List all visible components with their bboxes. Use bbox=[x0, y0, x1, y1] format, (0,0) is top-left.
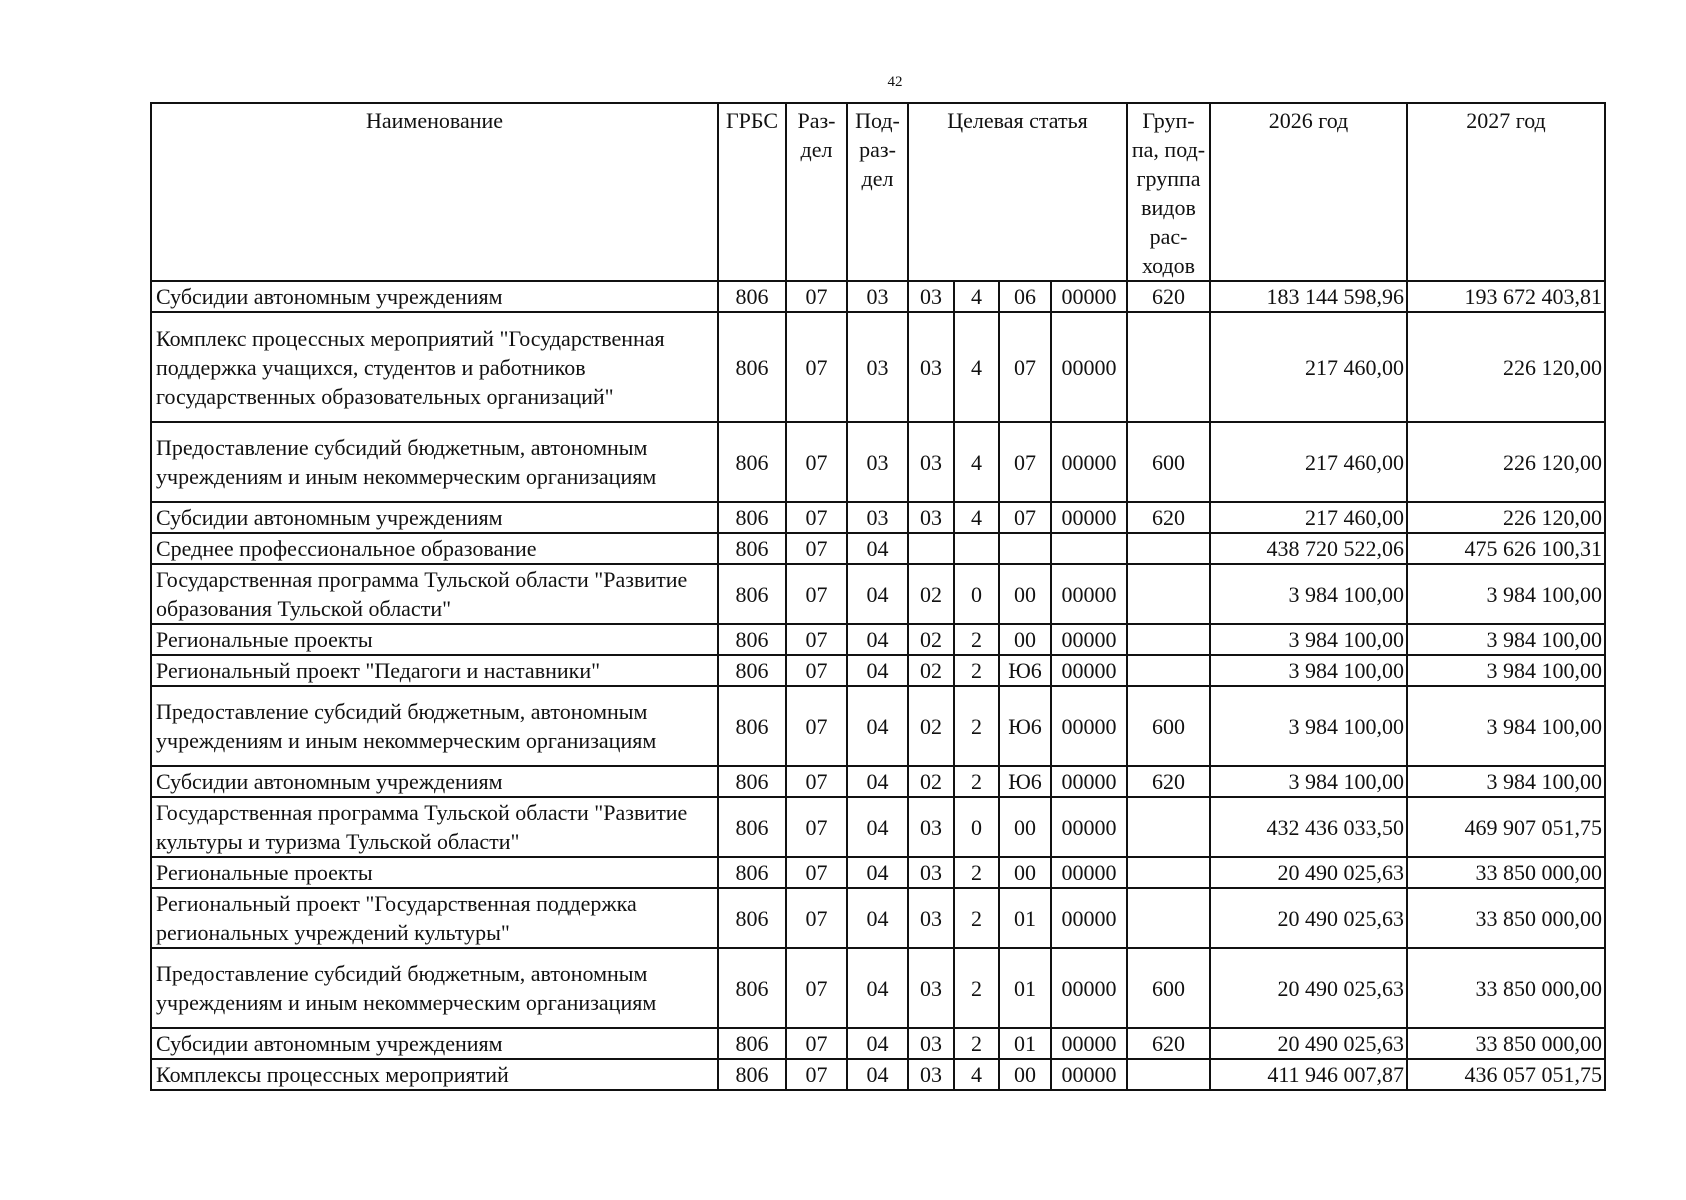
target-direction-cell: 00000 bbox=[1051, 502, 1127, 533]
target-type-cell: 0 bbox=[954, 797, 999, 857]
target-project-cell: 00 bbox=[999, 857, 1051, 888]
target-project-cell: 00 bbox=[999, 564, 1051, 624]
podrazdel-cell: 03 bbox=[847, 422, 908, 502]
row-name: Субсидии автономным учреждениям bbox=[151, 281, 718, 312]
header-podrazdel-line: дел bbox=[861, 166, 894, 191]
table-row bbox=[151, 281, 1605, 312]
razdel-cell: 07 bbox=[786, 766, 847, 797]
razdel-cell: 07 bbox=[786, 564, 847, 624]
row-name: Предоставление субсидий бюджетным, автономным учреждениям и иным некоммерческим организациям bbox=[151, 686, 718, 766]
table-row bbox=[151, 502, 1605, 533]
target-direction-cell: 00000 bbox=[1051, 655, 1127, 686]
header-razdel-line: Раз- bbox=[797, 108, 836, 133]
target-direction-cell: 00000 bbox=[1051, 797, 1127, 857]
podrazdel-cell: 04 bbox=[847, 797, 908, 857]
amount-2027-cell: 3 984 100,00 bbox=[1407, 564, 1605, 624]
header-group-line: рас- bbox=[1149, 224, 1188, 249]
header-podrazdel-line: Под- bbox=[855, 108, 900, 133]
table-row bbox=[151, 686, 1605, 766]
target-project-cell: 07 bbox=[999, 422, 1051, 502]
razdel-cell: 07 bbox=[786, 502, 847, 533]
target-direction-cell: 00000 bbox=[1051, 857, 1127, 888]
grbs-cell: 806 bbox=[718, 686, 786, 766]
amount-2026-cell: 20 490 025,63 bbox=[1210, 888, 1407, 948]
amount-2026-cell: 432 436 033,50 bbox=[1210, 797, 1407, 857]
amount-2027-cell: 3 984 100,00 bbox=[1407, 624, 1605, 655]
amount-2026-cell: 217 460,00 bbox=[1210, 422, 1407, 502]
target-type-cell: 4 bbox=[954, 312, 999, 422]
amount-2027-cell: 226 120,00 bbox=[1407, 502, 1605, 533]
amount-2026-cell: 20 490 025,63 bbox=[1210, 1028, 1407, 1059]
table-row bbox=[151, 1028, 1605, 1059]
amount-2027-cell: 33 850 000,00 bbox=[1407, 888, 1605, 948]
grbs-cell: 806 bbox=[718, 888, 786, 948]
amount-2026-cell: 217 460,00 bbox=[1210, 312, 1407, 422]
target-program-cell: 02 bbox=[908, 766, 954, 797]
grbs-cell: 806 bbox=[718, 797, 786, 857]
podrazdel-cell: 03 bbox=[847, 281, 908, 312]
target-type-cell: 2 bbox=[954, 1028, 999, 1059]
target-project-cell: Ю6 bbox=[999, 766, 1051, 797]
podrazdel-cell: 04 bbox=[847, 624, 908, 655]
amount-2026-cell: 438 720 522,06 bbox=[1210, 533, 1407, 564]
podrazdel-cell: 04 bbox=[847, 888, 908, 948]
row-name: Государственная программа Тульской области "Развитие культуры и туризма Тульской области" bbox=[151, 797, 718, 857]
header-grbs: ГРБС bbox=[718, 103, 786, 281]
grbs-cell: 806 bbox=[718, 1028, 786, 1059]
target-direction-cell: 00000 bbox=[1051, 564, 1127, 624]
header-name: Наименование bbox=[151, 103, 718, 281]
target-program-cell: 03 bbox=[908, 502, 954, 533]
expense-group-cell bbox=[1127, 888, 1210, 948]
podrazdel-cell: 04 bbox=[847, 857, 908, 888]
amount-2027-cell: 33 850 000,00 bbox=[1407, 948, 1605, 1028]
target-direction-cell: 00000 bbox=[1051, 686, 1127, 766]
target-project-cell bbox=[999, 533, 1051, 564]
razdel-cell: 07 bbox=[786, 422, 847, 502]
header-group-line: группа bbox=[1136, 166, 1201, 191]
expense-group-cell bbox=[1127, 564, 1210, 624]
row-name: Субсидии автономным учреждениям bbox=[151, 1028, 718, 1059]
header-group-line: па, под- bbox=[1131, 137, 1206, 162]
podrazdel-cell: 04 bbox=[847, 948, 908, 1028]
expense-group-cell bbox=[1127, 1059, 1210, 1090]
grbs-cell: 806 bbox=[718, 624, 786, 655]
grbs-cell: 806 bbox=[718, 948, 786, 1028]
target-project-cell: 07 bbox=[999, 502, 1051, 533]
row-name: Региональный проект "Педагоги и наставники" bbox=[151, 655, 718, 686]
target-program-cell: 03 bbox=[908, 281, 954, 312]
target-program-cell: 02 bbox=[908, 624, 954, 655]
razdel-cell: 07 bbox=[786, 888, 847, 948]
amount-2026-cell: 183 144 598,96 bbox=[1210, 281, 1407, 312]
row-name: Комплекс процессных мероприятий "Государственная поддержка учащихся, студентов и работников государственных образовательных организаций" bbox=[151, 312, 718, 422]
table-row bbox=[151, 533, 1605, 564]
header-podrazdel-line: раз- bbox=[859, 137, 896, 162]
amount-2026-cell: 411 946 007,87 bbox=[1210, 1059, 1407, 1090]
target-direction-cell: 00000 bbox=[1051, 888, 1127, 948]
table-body bbox=[151, 281, 1605, 1090]
razdel-cell: 07 bbox=[786, 281, 847, 312]
table-row bbox=[151, 888, 1605, 948]
razdel-cell: 07 bbox=[786, 655, 847, 686]
row-name: Предоставление субсидий бюджетным, автономным учреждениям и иным некоммерческим организациям bbox=[151, 948, 718, 1028]
expense-group-cell bbox=[1127, 312, 1210, 422]
target-program-cell: 03 bbox=[908, 1059, 954, 1090]
razdel-cell: 07 bbox=[786, 948, 847, 1028]
header-group-line: Груп- bbox=[1142, 108, 1195, 133]
target-type-cell bbox=[954, 533, 999, 564]
header-podrazdel bbox=[847, 103, 908, 281]
razdel-cell: 07 bbox=[786, 533, 847, 564]
amount-2026-cell: 217 460,00 bbox=[1210, 502, 1407, 533]
grbs-cell: 806 bbox=[718, 533, 786, 564]
amount-2026-cell: 3 984 100,00 bbox=[1210, 655, 1407, 686]
amount-2026-cell: 20 490 025,63 bbox=[1210, 857, 1407, 888]
table-row bbox=[151, 766, 1605, 797]
expense-group-cell bbox=[1127, 533, 1210, 564]
row-name: Региональный проект "Государственная поддержка региональных учреждений культуры" bbox=[151, 888, 718, 948]
table-row bbox=[151, 312, 1605, 422]
target-project-cell: 00 bbox=[999, 1059, 1051, 1090]
razdel-cell: 07 bbox=[786, 1059, 847, 1090]
header-group-line: ходов bbox=[1141, 253, 1196, 278]
target-direction-cell: 00000 bbox=[1051, 766, 1127, 797]
target-type-cell: 2 bbox=[954, 888, 999, 948]
target-program-cell: 02 bbox=[908, 686, 954, 766]
razdel-cell: 07 bbox=[786, 857, 847, 888]
grbs-cell: 806 bbox=[718, 766, 786, 797]
target-direction-cell: 00000 bbox=[1051, 1028, 1127, 1059]
podrazdel-cell: 04 bbox=[847, 533, 908, 564]
target-type-cell: 4 bbox=[954, 281, 999, 312]
podrazdel-cell: 04 bbox=[847, 1028, 908, 1059]
amount-2027-cell: 475 626 100,31 bbox=[1407, 533, 1605, 564]
grbs-cell: 806 bbox=[718, 312, 786, 422]
amount-2027-cell: 3 984 100,00 bbox=[1407, 655, 1605, 686]
podrazdel-cell: 04 bbox=[847, 766, 908, 797]
target-program-cell: 03 bbox=[908, 312, 954, 422]
target-type-cell: 2 bbox=[954, 766, 999, 797]
target-type-cell: 2 bbox=[954, 686, 999, 766]
grbs-cell: 806 bbox=[718, 281, 786, 312]
target-project-cell: 07 bbox=[999, 312, 1051, 422]
table-row bbox=[151, 655, 1605, 686]
amount-2027-cell: 3 984 100,00 bbox=[1407, 686, 1605, 766]
target-project-cell: 00 bbox=[999, 624, 1051, 655]
amount-2026-cell: 20 490 025,63 bbox=[1210, 948, 1407, 1028]
expense-group-cell: 600 bbox=[1127, 686, 1210, 766]
target-project-cell: 06 bbox=[999, 281, 1051, 312]
expense-group-cell: 620 bbox=[1127, 766, 1210, 797]
row-name: Комплексы процессных мероприятий bbox=[151, 1059, 718, 1090]
page-number: 42 bbox=[887, 74, 903, 90]
target-direction-cell: 00000 bbox=[1051, 948, 1127, 1028]
podrazdel-cell: 04 bbox=[847, 1059, 908, 1090]
row-name: Субсидии автономным учреждениям bbox=[151, 502, 718, 533]
table-row bbox=[151, 948, 1605, 1028]
target-project-cell: 01 bbox=[999, 1028, 1051, 1059]
budget-table bbox=[150, 102, 1606, 1091]
expense-group-cell bbox=[1127, 797, 1210, 857]
target-direction-cell: 00000 bbox=[1051, 422, 1127, 502]
podrazdel-cell: 04 bbox=[847, 655, 908, 686]
amount-2027-cell: 3 984 100,00 bbox=[1407, 766, 1605, 797]
table-row bbox=[151, 797, 1605, 857]
expense-group-cell bbox=[1127, 857, 1210, 888]
header-group-line: видов bbox=[1141, 195, 1196, 220]
expense-group-cell: 600 bbox=[1127, 948, 1210, 1028]
razdel-cell: 07 bbox=[786, 312, 847, 422]
header-razdel-line: дел bbox=[800, 137, 833, 162]
target-program-cell: 03 bbox=[908, 1028, 954, 1059]
target-direction-cell: 00000 bbox=[1051, 312, 1127, 422]
header-razdel bbox=[786, 103, 847, 281]
row-name: Среднее профессиональное образование bbox=[151, 533, 718, 564]
amount-2026-cell: 3 984 100,00 bbox=[1210, 564, 1407, 624]
header-expense-group bbox=[1127, 103, 1210, 281]
target-project-cell: Ю6 bbox=[999, 686, 1051, 766]
target-program-cell: 02 bbox=[908, 564, 954, 624]
grbs-cell: 806 bbox=[718, 1059, 786, 1090]
grbs-cell: 806 bbox=[718, 857, 786, 888]
target-type-cell: 0 bbox=[954, 564, 999, 624]
amount-2027-cell: 226 120,00 bbox=[1407, 312, 1605, 422]
target-program-cell: 03 bbox=[908, 888, 954, 948]
amount-2027-cell: 469 907 051,75 bbox=[1407, 797, 1605, 857]
expense-group-cell bbox=[1127, 655, 1210, 686]
amount-2026-cell: 3 984 100,00 bbox=[1210, 766, 1407, 797]
row-name: Региональные проекты bbox=[151, 624, 718, 655]
target-type-cell: 2 bbox=[954, 655, 999, 686]
table-row bbox=[151, 422, 1605, 502]
target-program-cell: 03 bbox=[908, 857, 954, 888]
target-project-cell: 00 bbox=[999, 797, 1051, 857]
amount-2026-cell: 3 984 100,00 bbox=[1210, 624, 1407, 655]
amount-2027-cell: 226 120,00 bbox=[1407, 422, 1605, 502]
podrazdel-cell: 03 bbox=[847, 312, 908, 422]
target-project-cell: 01 bbox=[999, 888, 1051, 948]
target-type-cell: 4 bbox=[954, 422, 999, 502]
target-project-cell: 01 bbox=[999, 948, 1051, 1028]
amount-2026-cell: 3 984 100,00 bbox=[1210, 686, 1407, 766]
razdel-cell: 07 bbox=[786, 1028, 847, 1059]
expense-group-cell: 620 bbox=[1127, 502, 1210, 533]
amount-2027-cell: 436 057 051,75 bbox=[1407, 1059, 1605, 1090]
razdel-cell: 07 bbox=[786, 624, 847, 655]
razdel-cell: 07 bbox=[786, 797, 847, 857]
target-direction-cell: 00000 bbox=[1051, 1059, 1127, 1090]
expense-group-cell: 620 bbox=[1127, 281, 1210, 312]
podrazdel-cell: 04 bbox=[847, 564, 908, 624]
amount-2027-cell: 193 672 403,81 bbox=[1407, 281, 1605, 312]
target-direction-cell: 00000 bbox=[1051, 624, 1127, 655]
target-type-cell: 2 bbox=[954, 624, 999, 655]
expense-group-cell: 600 bbox=[1127, 422, 1210, 502]
grbs-cell: 806 bbox=[718, 655, 786, 686]
table-row bbox=[151, 564, 1605, 624]
podrazdel-cell: 03 bbox=[847, 502, 908, 533]
row-name: Предоставление субсидий бюджетным, автономным учреждениям и иным некоммерческим организациям bbox=[151, 422, 718, 502]
row-name: Государственная программа Тульской области "Развитие образования Тульской области" bbox=[151, 564, 718, 624]
amount-2027-cell: 33 850 000,00 bbox=[1407, 857, 1605, 888]
grbs-cell: 806 bbox=[718, 422, 786, 502]
grbs-cell: 806 bbox=[718, 564, 786, 624]
target-program-cell: 03 bbox=[908, 948, 954, 1028]
expense-group-cell bbox=[1127, 624, 1210, 655]
table-row bbox=[151, 857, 1605, 888]
amount-2027-cell: 33 850 000,00 bbox=[1407, 1028, 1605, 1059]
header-year-2027: 2027 год bbox=[1407, 103, 1605, 281]
row-name: Региональные проекты bbox=[151, 857, 718, 888]
target-program-cell bbox=[908, 533, 954, 564]
target-program-cell: 02 bbox=[908, 655, 954, 686]
target-project-cell: Ю6 bbox=[999, 655, 1051, 686]
target-type-cell: 2 bbox=[954, 857, 999, 888]
target-program-cell: 03 bbox=[908, 422, 954, 502]
table-header-row bbox=[151, 103, 1605, 281]
table-row bbox=[151, 624, 1605, 655]
row-name: Субсидии автономным учреждениям bbox=[151, 766, 718, 797]
table-row bbox=[151, 1059, 1605, 1090]
target-direction-cell: 00000 bbox=[1051, 281, 1127, 312]
razdel-cell: 07 bbox=[786, 686, 847, 766]
podrazdel-cell: 04 bbox=[847, 686, 908, 766]
header-target-article: Целевая статья bbox=[908, 103, 1127, 281]
expense-group-cell: 620 bbox=[1127, 1028, 1210, 1059]
target-type-cell: 4 bbox=[954, 1059, 999, 1090]
target-type-cell: 2 bbox=[954, 948, 999, 1028]
target-direction-cell bbox=[1051, 533, 1127, 564]
target-program-cell: 03 bbox=[908, 797, 954, 857]
header-year-2026: 2026 год bbox=[1210, 103, 1407, 281]
target-type-cell: 4 bbox=[954, 502, 999, 533]
grbs-cell: 806 bbox=[718, 502, 786, 533]
